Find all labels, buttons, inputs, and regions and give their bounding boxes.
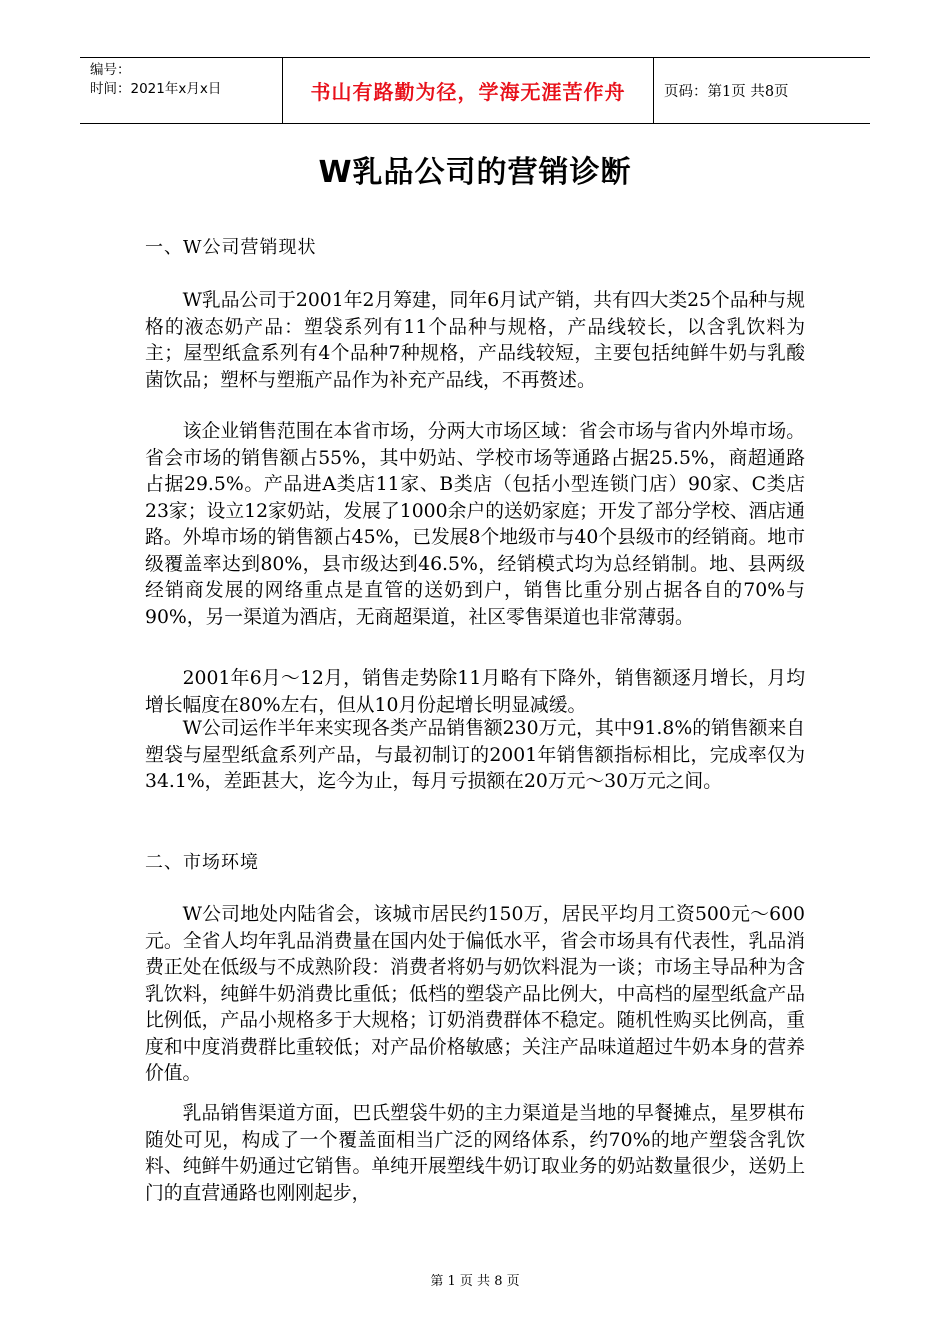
document-time-label: 时间：2021年x月x日 <box>90 81 222 97</box>
paragraph: W公司运作半年来实现各类产品销售额230万元，其中91.8%的销售额来自塑袋与屋型纸盒系列产品，与最初制订的2001年销售额指标相比，完成率仅为34.1%，差距甚大，迄今为止，每月亏损额在20万元～30万元之间。 <box>145 718 805 792</box>
header-page-info: 页码：第1页 共8页 <box>664 84 789 100</box>
header-motto: 书山有路勤为径，学海无涯苦作舟 <box>310 80 626 104</box>
document-title: W乳品公司的营销诊断 <box>318 155 632 190</box>
page-header <box>80 57 870 124</box>
header-meta <box>80 58 282 123</box>
paragraph: W公司地处内陆省会，该城市居民约150万，居民平均月工资500元～600元。全省人均年乳品消费量在国内处于偏低水平，省会市场具有代表性，乳品消费正处在低级与不成熟阶段：消费者将奶与奶饮料混为一谈；市场主导品种为含乳饮料，纯鲜牛奶消费比重低；低档的塑袋产品比例大，中高档的屋型纸盒产品比例低，产品小规格多于大规格；订奶消费群体不稳定。随机性购买比例高，重度和中度消费群比重较低；对产品价格敏感；关注产品味道超过牛奶本身的营养价值。 <box>145 904 805 1084</box>
paragraph: 2001年6月～12月，销售走势除11月略有下降外，销售额逐月增长，月均增长幅度在80%左右，但从10月份起增长明显减缓。 <box>145 668 805 716</box>
paragraph: W乳品公司于2001年2月筹建，同年6月试产销，共有四大类25个品种与规格的液态奶产品：塑袋系列有11个品种与规格，产品线较长，以含乳饮料为主；屋型纸盒系列有4个品种7种规格，产品线较短，主要包括纯鲜牛奶与乳酸菌饮品；塑杯与塑瓶产品作为补充产品线，不再赘述。 <box>145 290 805 391</box>
header-motto-cell <box>282 58 654 123</box>
document-number-label: 编号： <box>90 62 131 78</box>
paragraph: 该企业销售范围在本省市场，分两大市场区域：省会市场与省内外埠市场。省会市场的销售额占55%，其中奶站、学校市场等通路占据25.5%，商超通路占据29.5%。产品进A类店11家、B类店（包括小型连锁门店）90家、C类店23家；设立12家奶站，发展了1000余户的送奶家庭；开发了部分学校、酒店通路。外埠市场的销售额占45%，已发展8个地级市与40个县级市的经销商。地市级覆盖率达到80%，县市级达到46.5%，经销模式均为总经销制。地、县两级经销商发展的网络重点是直管的送奶到户，销售比重分别占据各自的70%与90%，另一渠道为酒店，无商超渠道，社区零售渠道也非常薄弱。 <box>145 421 805 628</box>
section-heading: 一、W公司营销现状 <box>145 237 317 258</box>
page-footer: 第 1 页 共 8 页 <box>430 1274 520 1289</box>
section-heading: 二、市场环境 <box>145 852 259 873</box>
paragraph: 乳品销售渠道方面，巴氏塑袋牛奶的主力渠道是当地的早餐摊点，星罗棋布随处可见，构成了一个覆盖面相当广泛的网络体系，约70%的地产塑袋含乳饮料、纯鲜牛奶通过它销售。单纯开展塑线牛奶订取业务的奶站数量很少，送奶上门的直营通路也刚刚起步， <box>145 1103 805 1204</box>
